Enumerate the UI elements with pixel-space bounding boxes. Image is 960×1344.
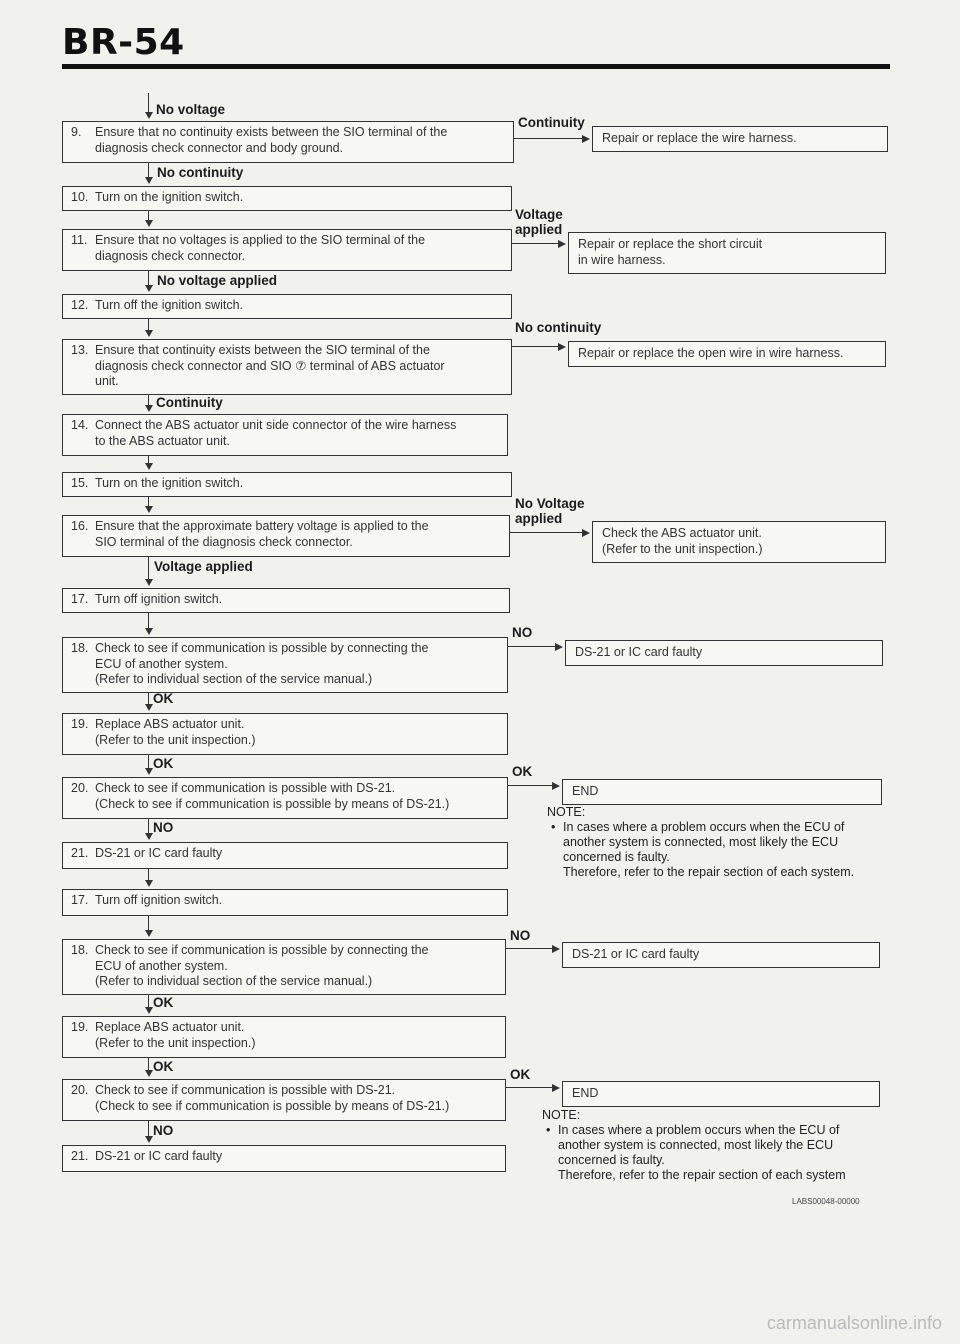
step-text: Ensure that the approximate battery voltage is applied to the bbox=[95, 519, 429, 533]
step-number: 21. bbox=[71, 846, 89, 860]
right-arrow bbox=[512, 346, 564, 347]
step-box-s19a bbox=[62, 713, 508, 755]
step-number: 13. bbox=[71, 343, 89, 357]
branch-label-ok-19b: OK bbox=[153, 1059, 174, 1074]
branch-label-continuity-r9: Continuity bbox=[518, 115, 585, 130]
right-arrow bbox=[506, 948, 558, 949]
right-arrow bbox=[512, 243, 564, 244]
right-arrow bbox=[514, 138, 588, 139]
header-rule bbox=[62, 64, 890, 69]
result-box-r11 bbox=[568, 232, 886, 274]
step-line: diagnosis check connector. bbox=[95, 248, 246, 263]
branch-label-no-r18b: NO bbox=[510, 928, 531, 943]
right-arrow bbox=[510, 532, 588, 533]
step-box-s15 bbox=[62, 472, 512, 497]
result-box-r18a bbox=[565, 640, 883, 666]
step-box-s21b bbox=[62, 1145, 506, 1172]
note-list bbox=[542, 1123, 887, 1183]
step-line bbox=[71, 476, 503, 492]
step-number: 10. bbox=[71, 190, 89, 204]
step-line bbox=[71, 298, 503, 314]
right-arrow bbox=[508, 785, 558, 786]
step-text: DS-21 or IC card faulty bbox=[95, 1149, 223, 1163]
down-arrow bbox=[148, 319, 149, 335]
step-text: Turn on the ignition switch. bbox=[95, 476, 244, 490]
branch-label-no-voltage: No voltage bbox=[156, 102, 226, 117]
step-line bbox=[71, 519, 501, 535]
down-arrow bbox=[148, 693, 149, 709]
note-bullet-line: another system is connected, most likely the ECU bbox=[558, 1138, 834, 1152]
step-line bbox=[71, 1083, 497, 1099]
note-bullet bbox=[563, 820, 892, 880]
step-number: 21. bbox=[71, 1149, 89, 1163]
down-arrow bbox=[148, 1121, 149, 1141]
down-arrow bbox=[148, 995, 149, 1012]
step-number: 19. bbox=[71, 717, 89, 731]
down-arrow bbox=[148, 557, 149, 584]
note-bullet-line: concerned is faulty. bbox=[563, 850, 670, 864]
down-arrow bbox=[148, 819, 149, 838]
result-line: Repair or replace the short circuit bbox=[578, 237, 763, 251]
down-arrow bbox=[148, 755, 149, 773]
step-box-s12 bbox=[62, 294, 512, 319]
step-box-s10 bbox=[62, 186, 512, 211]
note-block-b bbox=[542, 1108, 887, 1183]
step-box-s17a bbox=[62, 588, 510, 613]
down-arrow bbox=[148, 93, 149, 117]
branch-label-no-20b: NO bbox=[153, 1123, 174, 1138]
step-text: Ensure that no continuity exists between the SIO terminal of the bbox=[95, 125, 448, 139]
note-bullet-line: concerned is faulty. bbox=[558, 1153, 665, 1167]
branch-label-ok-18b: OK bbox=[153, 995, 174, 1010]
result-box-r20a bbox=[562, 779, 882, 805]
step-number: 15. bbox=[71, 476, 89, 490]
down-arrow bbox=[148, 916, 149, 935]
step-line bbox=[71, 1020, 497, 1036]
branch-label-ok-r20a: OK bbox=[512, 764, 533, 779]
step-line bbox=[71, 893, 499, 909]
branch-label-no-voltage-r16-1: No Voltage bbox=[515, 496, 585, 511]
step-line bbox=[71, 125, 505, 141]
branch-label-voltage-applied: Voltage applied bbox=[154, 559, 253, 574]
step-line: diagnosis check connector and SIO ⑦ terminal of ABS actuator bbox=[95, 358, 445, 373]
step-text: Check to see if communication is possible by connecting the bbox=[95, 943, 429, 957]
step-text: Check to see if communication is possible by connecting the bbox=[95, 641, 429, 655]
step-number: 18. bbox=[71, 641, 89, 655]
down-arrow bbox=[148, 613, 149, 633]
step-box-s11 bbox=[62, 229, 512, 271]
branch-label-no-r18a: NO bbox=[512, 625, 533, 640]
step-line bbox=[71, 343, 503, 359]
result-line: DS-21 or IC card faulty bbox=[572, 947, 700, 961]
result-box-r13 bbox=[568, 341, 886, 367]
step-line: SIO terminal of the diagnosis check connector. bbox=[95, 534, 353, 549]
branch-label-ok-18a: OK bbox=[153, 691, 174, 706]
step-line bbox=[71, 641, 499, 657]
step-box-s9 bbox=[62, 121, 514, 163]
result-line: DS-21 or IC card faulty bbox=[575, 645, 703, 659]
branch-label-continuity: Continuity bbox=[156, 395, 223, 410]
step-line: ECU of another system. bbox=[95, 656, 228, 671]
step-line: (Refer to the unit inspection.) bbox=[95, 732, 256, 747]
step-box-s20b bbox=[62, 1079, 506, 1121]
step-box-s14 bbox=[62, 414, 508, 456]
down-arrow bbox=[148, 211, 149, 225]
step-line bbox=[71, 943, 497, 959]
step-line bbox=[71, 1149, 497, 1165]
step-text: Ensure that no voltages is applied to the SIO terminal of the bbox=[95, 233, 426, 247]
note-block-a bbox=[547, 805, 892, 880]
result-line: (Refer to the unit inspection.) bbox=[602, 541, 763, 556]
step-text: Turn off the ignition switch. bbox=[95, 298, 243, 312]
step-line bbox=[71, 781, 499, 797]
step-line bbox=[71, 233, 503, 249]
step-number: 19. bbox=[71, 1020, 89, 1034]
branch-label-no-continuity: No continuity bbox=[157, 165, 244, 180]
branch-label-voltage-applied-r11-1: Voltage bbox=[515, 207, 563, 222]
note-bullet-line: • In cases where a problem occurs when the ECU of bbox=[563, 820, 845, 834]
note-tail: Therefore, refer to the repair section of each system bbox=[558, 1168, 846, 1182]
step-box-s18b bbox=[62, 939, 506, 995]
step-text: Check to see if communication is possible with DS-21. bbox=[95, 1083, 396, 1097]
step-number: 9. bbox=[71, 125, 82, 139]
step-box-s20a bbox=[62, 777, 508, 819]
down-arrow bbox=[148, 497, 149, 511]
down-arrow bbox=[148, 869, 149, 885]
result-box-r18b bbox=[562, 942, 880, 968]
step-box-s16 bbox=[62, 515, 510, 557]
step-line: to the ABS actuator unit. bbox=[95, 433, 230, 448]
step-text: Turn on the ignition switch. bbox=[95, 190, 244, 204]
note-bullet bbox=[558, 1123, 887, 1183]
result-box-r9 bbox=[592, 126, 888, 152]
step-number: 18. bbox=[71, 943, 89, 957]
step-text: Replace ABS actuator unit. bbox=[95, 1020, 245, 1034]
result-line: END bbox=[572, 784, 599, 798]
page-code: BR-54 bbox=[62, 22, 185, 63]
branch-label-ok-r20b: OK bbox=[510, 1067, 531, 1082]
step-text: Turn off ignition switch. bbox=[95, 893, 223, 907]
step-text: Ensure that continuity exists between the SIO terminal of the bbox=[95, 343, 430, 357]
result-box-r16 bbox=[592, 521, 886, 563]
branch-label-no-voltage-r16-2: applied bbox=[515, 511, 563, 526]
step-line bbox=[71, 592, 501, 608]
step-number: 11. bbox=[71, 233, 88, 247]
down-arrow bbox=[148, 1058, 149, 1075]
step-number: 16. bbox=[71, 519, 89, 533]
result-box-r20b bbox=[562, 1081, 880, 1107]
footer-watermark: carmanualsonline.info bbox=[766, 1313, 942, 1333]
step-box-s19b bbox=[62, 1016, 506, 1058]
step-number: 20. bbox=[71, 781, 89, 795]
step-box-s17b bbox=[62, 889, 508, 916]
step-line bbox=[71, 418, 499, 434]
step-number: 20. bbox=[71, 1083, 89, 1097]
note-tail: Therefore, refer to the repair section of each system. bbox=[563, 865, 855, 879]
step-number: 14. bbox=[71, 418, 89, 432]
step-line: (Refer to individual section of the service manual.) bbox=[95, 672, 373, 686]
step-line: ECU of another system. bbox=[95, 958, 228, 973]
result-line: Repair or replace the open wire in wire harness. bbox=[578, 346, 844, 360]
step-line: (Check to see if communication is possible by means of DS-21.) bbox=[95, 796, 450, 811]
step-text: DS-21 or IC card faulty bbox=[95, 846, 223, 860]
branch-label-ok-19a: OK bbox=[153, 756, 174, 771]
result-line: END bbox=[572, 1086, 599, 1100]
result-line: Repair or replace the wire harness. bbox=[602, 131, 797, 145]
step-number: 12. bbox=[71, 298, 89, 312]
result-line: in wire harness. bbox=[578, 252, 666, 267]
step-line bbox=[71, 846, 499, 862]
step-text: Turn off ignition switch. bbox=[95, 592, 223, 606]
note-list bbox=[547, 820, 892, 880]
branch-label-no-20a: NO bbox=[153, 820, 174, 835]
note-bullet-line: • In cases where a problem occurs when the ECU of bbox=[558, 1123, 840, 1137]
result-line: Check the ABS actuator unit. bbox=[602, 526, 762, 540]
note-title: NOTE: bbox=[542, 1108, 581, 1122]
down-arrow bbox=[148, 271, 149, 290]
step-line: (Refer to individual section of the service manual.) bbox=[95, 974, 373, 988]
down-arrow bbox=[148, 395, 149, 410]
note-title: NOTE: bbox=[547, 805, 586, 819]
step-box-s21a bbox=[62, 842, 508, 869]
document-code: LABS00048-00000 bbox=[792, 1197, 860, 1206]
step-line: (Refer to the unit inspection.) bbox=[95, 1035, 256, 1050]
step-number: 17. bbox=[71, 592, 89, 606]
step-box-s18a bbox=[62, 637, 508, 693]
right-arrow bbox=[508, 646, 561, 647]
branch-label-voltage-applied-r11-2: applied bbox=[515, 222, 563, 237]
step-text: Replace ABS actuator unit. bbox=[95, 717, 245, 731]
step-number: 17. bbox=[71, 893, 89, 907]
step-line: unit. bbox=[95, 374, 119, 388]
step-text: Connect the ABS actuator unit side connector of the wire harness bbox=[95, 418, 457, 432]
step-line: diagnosis check connector and body ground. bbox=[95, 140, 344, 155]
step-line bbox=[71, 190, 503, 206]
note-bullet-line: another system is connected, most likely the ECU bbox=[563, 835, 839, 849]
branch-label-no-continuity-r13: No continuity bbox=[515, 320, 602, 335]
right-arrow bbox=[506, 1087, 558, 1088]
step-line: (Check to see if communication is possible by means of DS-21.) bbox=[95, 1098, 450, 1113]
branch-label-no-voltage-applied: No voltage applied bbox=[157, 273, 278, 288]
step-line bbox=[71, 717, 499, 733]
step-box-s13 bbox=[62, 339, 512, 395]
down-arrow bbox=[148, 456, 149, 468]
step-text: Check to see if communication is possible with DS-21. bbox=[95, 781, 396, 795]
down-arrow bbox=[148, 163, 149, 182]
